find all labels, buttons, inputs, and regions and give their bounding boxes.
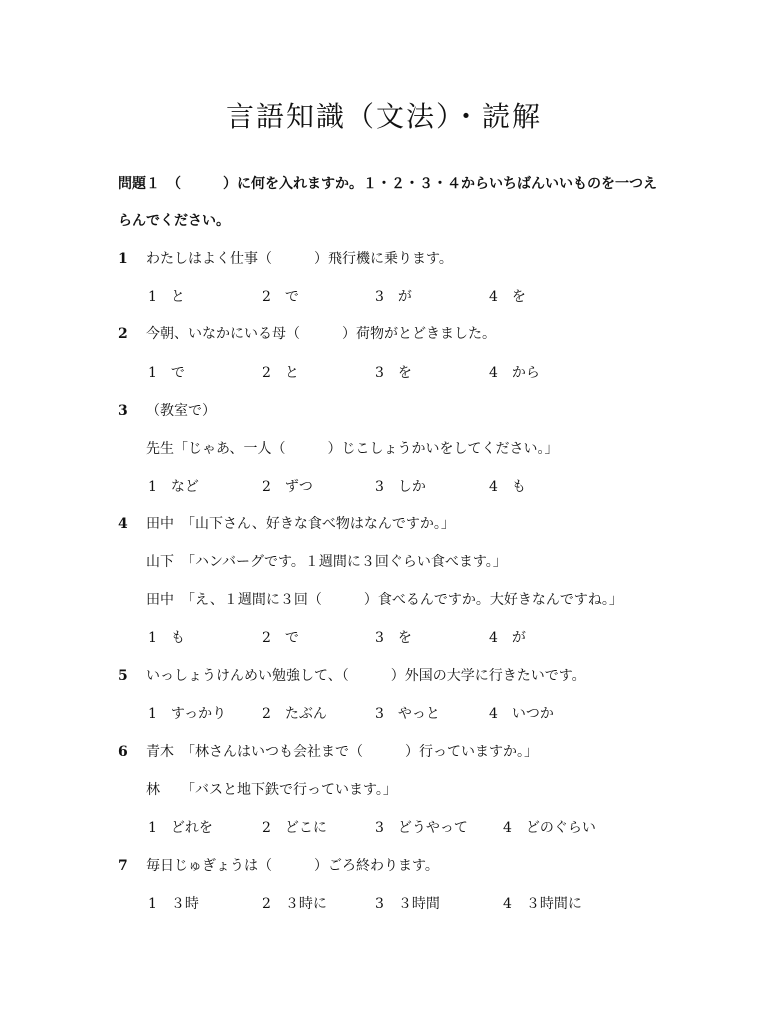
question-number: 2: [118, 326, 128, 342]
choice-3: 3 を: [375, 365, 412, 381]
dialogue-line-2: 山下 「ハンバーグです。１週間に３回ぐらい食べます。」: [146, 554, 507, 570]
dialogue-line-2: 林 「バスと地下鉄で行っています。」: [146, 782, 397, 798]
question-number: 1: [118, 251, 128, 267]
choice-4: 4 から: [489, 365, 540, 381]
choice-2: 2 たぶん: [262, 706, 327, 722]
choice-1: 1 ３時: [148, 896, 199, 912]
instruction-line-2: らんでください。: [118, 213, 230, 229]
question-number: 5: [118, 668, 128, 684]
choice-4: 4 いつか: [489, 706, 554, 722]
question-number: 6: [118, 744, 128, 760]
choice-1: 1 など: [148, 479, 199, 495]
question-context: （教室で）: [146, 403, 216, 419]
choice-4: 4 どのぐらい: [503, 820, 596, 836]
question-number: 4: [118, 516, 128, 532]
choice-3: 3 を: [375, 630, 412, 646]
choice-4: 4 も: [489, 479, 526, 495]
instruction-line-1: 問題１ （ ）に何を入れますか。１・２・３・４からいちばんいいものを一つえ: [118, 176, 657, 192]
choice-2: 2 で: [262, 630, 299, 646]
choice-1: 1 すっかり: [148, 706, 227, 722]
question-number: 3: [118, 403, 128, 419]
dialogue-line-1: 青木 「林さんはいつも会社まで（ ）行っていますか。」: [146, 744, 538, 760]
choice-4: 4 ３時間に: [503, 896, 582, 912]
choice-3: 3 やっと: [375, 706, 440, 722]
choice-1: 1 で: [148, 365, 185, 381]
choice-4: 4 が: [489, 630, 526, 646]
choice-3: 3 ３時間: [375, 896, 440, 912]
question-text: 毎日じゅぎょうは（ ）ごろ終わります。: [146, 858, 439, 874]
choice-1: 1 どれを: [148, 820, 213, 836]
choice-3: 3 どうやって: [375, 820, 468, 836]
choice-2: 2 どこに: [262, 820, 327, 836]
question-number: 7: [118, 858, 128, 874]
choice-1: 1 と: [148, 289, 185, 305]
choice-2: 2 ３時に: [262, 896, 327, 912]
question-text: 今朝、いなかにいる母（ ）荷物がとどきました。: [146, 326, 496, 342]
choice-3: 3 が: [375, 289, 412, 305]
question-text: わたしはよく仕事（ ）飛行機に乗ります。: [146, 251, 453, 267]
question-text: いっしょうけんめい勉強して、（ ）外国の大学に行きたいです。: [146, 668, 586, 684]
choice-3: 3 しか: [375, 479, 426, 495]
page-title: 言語知識（文法）・読解: [225, 100, 542, 133]
dialogue-line-1: 田中 「山下さん、好きな食べ物はなんですか。」: [146, 516, 455, 532]
question-text: 先生「じゃあ、一人（ ）じこしょうかいをしてください。」: [146, 441, 559, 457]
choice-2: 2 ずつ: [262, 479, 313, 495]
choice-4: 4 を: [489, 289, 526, 305]
choice-2: 2 と: [262, 365, 299, 381]
choice-2: 2 で: [262, 289, 299, 305]
choice-1: 1 も: [148, 630, 185, 646]
dialogue-line-3: 田中 「え、１週間に３回（ ）食べるんですか。大好きなんですね。」: [146, 592, 623, 608]
